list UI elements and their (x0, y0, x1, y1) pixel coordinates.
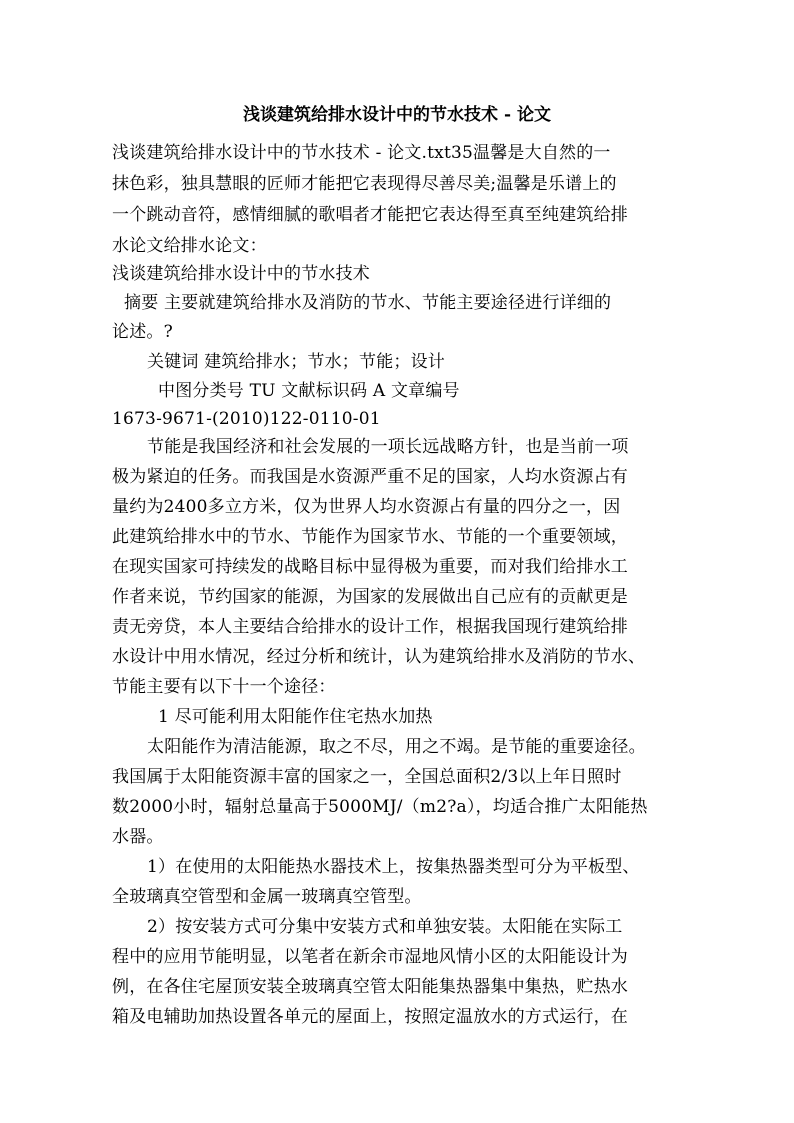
body-line: 极为紧迫的任务。而我国是水资源严重不足的国家，人均水资源占有 (112, 467, 628, 487)
body-line: 作者来说，节约国家的能源，为国家的发展做出自己应有的贡献更是 (112, 587, 628, 607)
body-line: 节能是我国经济和社会发展的一项长远战略方针，也是当前一项 (147, 437, 629, 457)
body-line: 例，在各住宅屋顶安装全玻璃真空管太阳能集热器集中集热，贮热水 (112, 977, 628, 997)
body-line: 责无旁贷，本人主要结合给排水的设计工作，根据我国现行建筑给排 (112, 617, 628, 637)
body-line: 此建筑给排水中的节水、节能作为国家节水、节能的一个重要领域， (112, 527, 628, 547)
keywords-line: 关键词 建筑给排水；节水；节能；设计 (147, 352, 446, 372)
body-line: 水器。 (112, 827, 164, 847)
list-item-continuation: 全玻璃真空管型和金属一玻璃真空管型。 (112, 887, 422, 907)
list-item: 2）按安装方式可分集中安装方式和单独安装。太阳能在实际工 (147, 917, 623, 937)
body-line: 浅谈建筑给排水设计中的节水技术 - 论文.txt35温馨是大自然的一 (112, 143, 611, 163)
classification-line: 中图分类号 TU 文献标识码 A 文章编号 (158, 381, 460, 401)
body-line: 量约为2400多立方米，仅为世界人均水资源占有量的四分之一，因 (112, 497, 621, 517)
body-line: 数2000小时，辐射总量高于5000MJ/（m2?a），均适合推广太阳能热 (112, 797, 648, 817)
body-line: 太阳能作为清洁能源，取之不尽，用之不竭。是节能的重要途径。 (147, 737, 646, 757)
body-line: 在现实国家可持续发的战略目标中显得极为重要，而对我们给排水工 (112, 557, 628, 577)
abstract-line: 论述。? (112, 322, 173, 342)
body-line: 程中的应用节能明显，以笔者在新余市湿地风情小区的太阳能设计为 (112, 947, 628, 967)
body-line: 一个跳动音符，感情细腻的歌唱者才能把它表达得至真至纯建筑给排 (112, 205, 628, 225)
body-line: 抹色彩，独具慧眼的匠师才能把它表现得尽善尽美;温馨是乐谱上的 (112, 174, 617, 194)
section-heading: 浅谈建筑给排水设计中的节水技术 (112, 264, 370, 284)
subsection-heading: 1 尽可能利用太阳能作住宅热水加热 (158, 707, 433, 727)
abstract-line: 摘要 主要就建筑给排水及消防的节水、节能主要途径进行详细的 (124, 293, 612, 313)
body-line: 我国属于太阳能资源丰富的国家之一，全国总面积2/3以上年日照时 (112, 767, 622, 787)
body-line: 节能主要有以下十一个途径： (112, 677, 336, 697)
body-line: 箱及电辅助加热设置各单元的屋面上，按照定温放水的方式运行，在 (112, 1007, 628, 1027)
article-number: 1673-9671-(2010)122-0110-01 (112, 409, 381, 429)
document-title: 浅谈建筑给排水设计中的节水技术 - 论文 (243, 105, 551, 125)
list-item: 1）在使用的太阳能热水器技术上，按集热器类型可分为平板型、 (147, 857, 640, 877)
body-line: 水论文给排水论文： (112, 236, 267, 256)
body-line: 水设计中用水情况，经过分析和统计，认为建筑给排水及消防的节水、 (112, 647, 646, 667)
